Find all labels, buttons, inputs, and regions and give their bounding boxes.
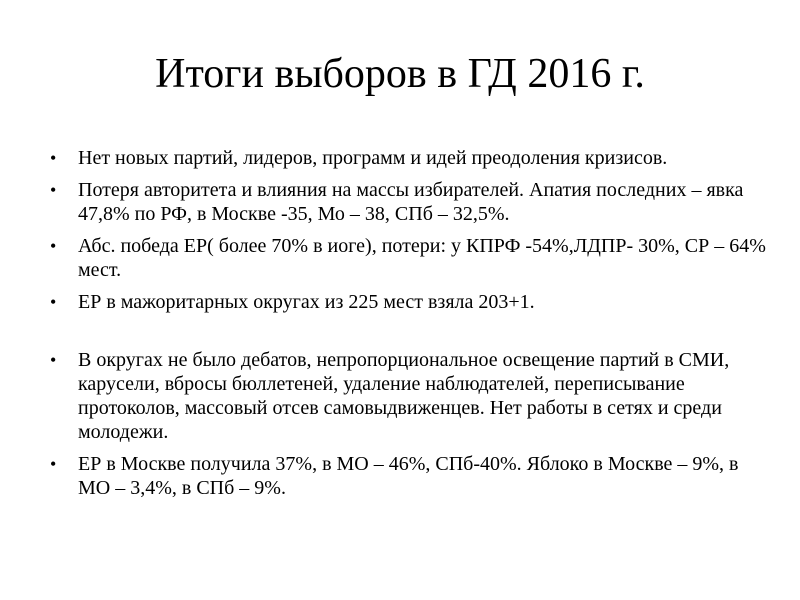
bullet-item-4 (46, 290, 766, 314)
bullet-icon: • (50, 236, 57, 256)
bullet-list (46, 146, 766, 508)
bullet-item-1 (46, 146, 766, 170)
bullet-icon: • (50, 180, 57, 200)
bullet-item-5 (46, 348, 766, 444)
bullet-item-2 (46, 178, 766, 226)
bullet-text: Нет новых партий, лидеров, программ и идей преодоления кризисов. (78, 147, 668, 169)
bullet-text: В округах не было дебатов, непропорциональное освещение партий в СМИ, карусели, вбросы бюллетеней, удаление наблюдателей, переписывание протоколов, массовый отсев самовыдвиженцев. Нет работы в сетях и среди молодежи. (78, 349, 730, 443)
bullet-icon: • (50, 350, 57, 370)
bullet-text: ЕР в мажоритарных округах из 225 мест взяла 203+1. (78, 291, 535, 313)
slide-title: Итоги выборов в ГД 2016 г. (155, 51, 645, 97)
bullet-text: ЕР в Москве получила 37%, в МО – 46%, СПб-40%. Яблоко в Москве – 9%, в МО – 3,4%, в СПб – 9%. (78, 453, 739, 499)
bullet-text: Потеря авторитета и влияния на массы избирателей. Апатия последних – явка 47,8% по РФ, в Москве -35, Мо – 38, СПб – 32,5%. (78, 179, 744, 225)
bullet-icon: • (50, 292, 57, 312)
bullet-item-6 (46, 452, 766, 500)
bullet-text: Абс. победа ЕР( более 70% в иоге), потери: у КПРФ -54%,ЛДПР- 30%, СР – 64% мест. (78, 235, 766, 281)
bullet-item-3 (46, 234, 766, 282)
bullet-icon: • (50, 148, 57, 168)
bullet-icon: • (50, 454, 57, 474)
